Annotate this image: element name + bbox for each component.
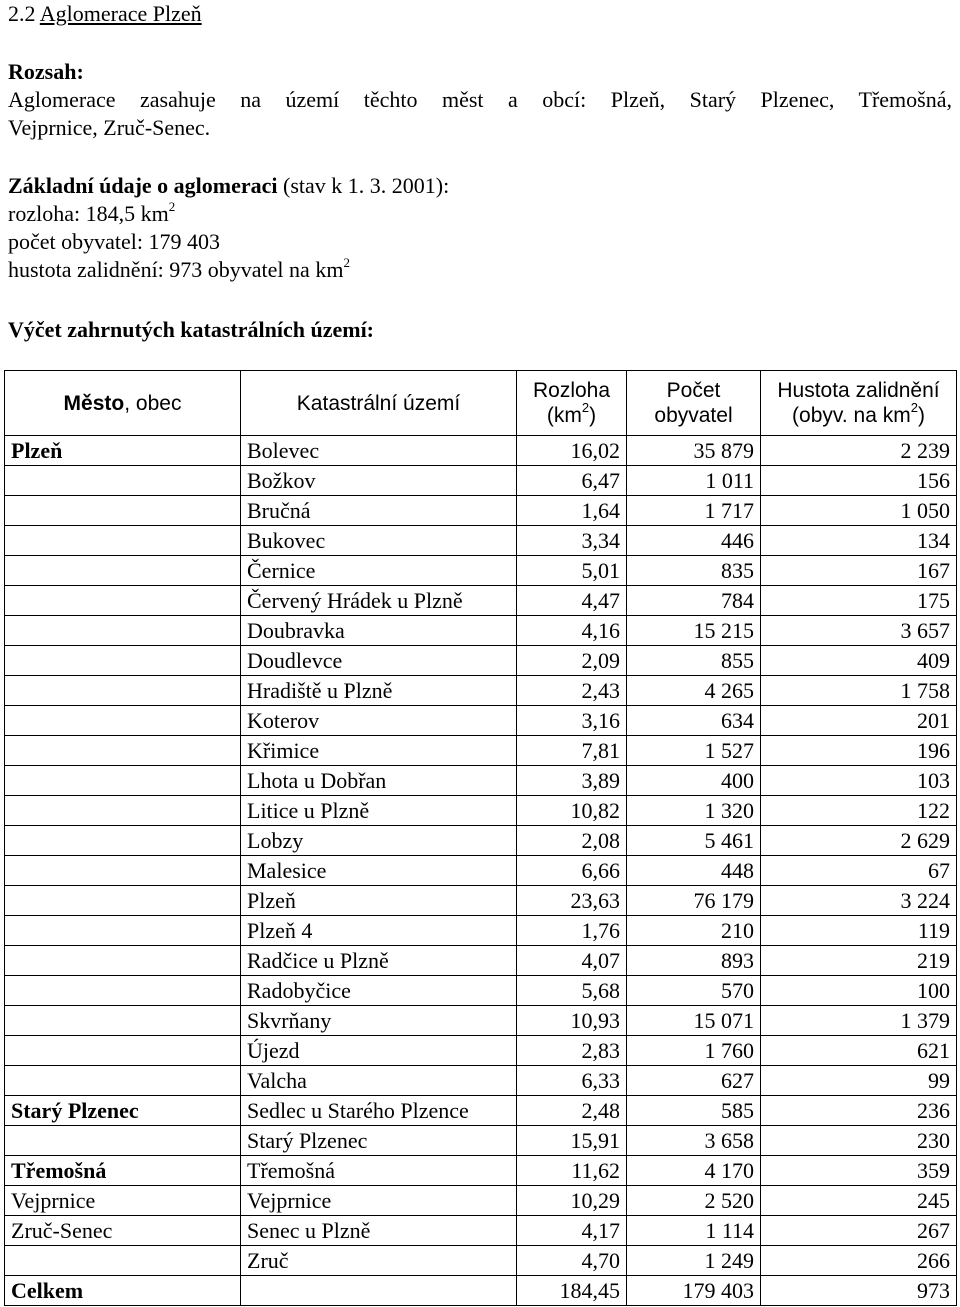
row-city bbox=[5, 676, 241, 706]
row-city bbox=[5, 886, 241, 916]
row-density: 196 bbox=[761, 736, 957, 766]
population-line: počet obyvatel: 179 403 bbox=[8, 229, 221, 254]
row-area: 4,16 bbox=[517, 616, 627, 646]
header-density-line1: Hustota zalidnění bbox=[777, 379, 940, 402]
row-population: 1 527 bbox=[627, 736, 761, 766]
row-cadastre: Lobzy bbox=[241, 826, 517, 856]
row-cadastre: Bukovec bbox=[241, 526, 517, 556]
row-city bbox=[5, 526, 241, 556]
row-city bbox=[5, 1036, 241, 1066]
header-density-line2: (obyv. na $km^2$) bbox=[792, 400, 925, 427]
row-city: Třemošná bbox=[5, 1156, 241, 1186]
row-cadastre: Starý Plzenec bbox=[241, 1126, 517, 1156]
table-row bbox=[5, 1126, 957, 1156]
table-row bbox=[5, 556, 957, 586]
row-population: 2 520 bbox=[627, 1186, 761, 1216]
row-population: 1 320 bbox=[627, 796, 761, 826]
row-density: 99 bbox=[761, 1066, 957, 1096]
row-cadastre: Koterov bbox=[241, 706, 517, 736]
total-density: 973 bbox=[761, 1276, 957, 1306]
row-city bbox=[5, 466, 241, 496]
header-city-bold: Město bbox=[63, 391, 125, 415]
row-area: 2,43 bbox=[517, 676, 627, 706]
table-header-row bbox=[5, 371, 957, 436]
row-population: 76 179 bbox=[627, 886, 761, 916]
row-population: 585 bbox=[627, 1096, 761, 1126]
row-population: 784 bbox=[627, 586, 761, 616]
row-cadastre: Skvrňany bbox=[241, 1006, 517, 1036]
row-population: 4 170 bbox=[627, 1156, 761, 1186]
table-row bbox=[5, 1066, 957, 1096]
row-population: 3 658 bbox=[627, 1126, 761, 1156]
row-density: 100 bbox=[761, 976, 957, 1006]
row-density: 219 bbox=[761, 946, 957, 976]
row-cadastre: Zruč bbox=[241, 1246, 517, 1276]
row-density: 167 bbox=[761, 556, 957, 586]
row-cadastre: Černice bbox=[241, 556, 517, 586]
row-area: 3,16 bbox=[517, 706, 627, 736]
table-row bbox=[5, 436, 957, 466]
row-cadastre: Hradiště u Plzně bbox=[241, 676, 517, 706]
row-density: 267 bbox=[761, 1216, 957, 1246]
row-density: 621 bbox=[761, 1036, 957, 1066]
row-cadastre: Doubravka bbox=[241, 616, 517, 646]
row-density: 3 657 bbox=[761, 616, 957, 646]
header-area bbox=[517, 371, 627, 436]
table-row bbox=[5, 1036, 957, 1066]
row-cadastre: Litice u Plzně bbox=[241, 796, 517, 826]
table-row bbox=[5, 856, 957, 886]
row-area: 6,66 bbox=[517, 856, 627, 886]
row-density: 230 bbox=[761, 1126, 957, 1156]
header-population-line1: Počet bbox=[666, 379, 721, 402]
row-cadastre: Radčice u Plzně bbox=[241, 946, 517, 976]
row-population: 4 265 bbox=[627, 676, 761, 706]
table-row bbox=[5, 646, 957, 676]
row-cadastre: Lhota u Dobřan bbox=[241, 766, 517, 796]
row-density: 103 bbox=[761, 766, 957, 796]
row-area: 1,64 bbox=[517, 496, 627, 526]
table-row bbox=[5, 676, 957, 706]
row-cadastre: Červený Hrádek u Plzně bbox=[241, 586, 517, 616]
scope-label: Rozsah: bbox=[8, 59, 84, 84]
row-cadastre: Újezd bbox=[241, 1036, 517, 1066]
row-area: 7,81 bbox=[517, 736, 627, 766]
row-population: 1 760 bbox=[627, 1036, 761, 1066]
row-population: 5 461 bbox=[627, 826, 761, 856]
section-title: Aglomerace Plzeň bbox=[39, 1, 202, 26]
header-population bbox=[627, 371, 761, 436]
area-unit-exponent: 2 bbox=[168, 198, 176, 214]
table-row bbox=[5, 946, 957, 976]
row-density: 175 bbox=[761, 586, 957, 616]
header-city-rest: , obec bbox=[124, 391, 182, 415]
row-density: 409 bbox=[761, 646, 957, 676]
row-density: 2 629 bbox=[761, 826, 957, 856]
row-cadastre: Vejprnice bbox=[241, 1186, 517, 1216]
basic-data-date: (stav k 1. 3. 2001): bbox=[277, 173, 450, 198]
row-density: 266 bbox=[761, 1246, 957, 1276]
row-city bbox=[5, 616, 241, 646]
row-area: 23,63 bbox=[517, 886, 627, 916]
row-area: 1,76 bbox=[517, 916, 627, 946]
row-area: 11,62 bbox=[517, 1156, 627, 1186]
table-row bbox=[5, 706, 957, 736]
total-empty-cell bbox=[241, 1276, 517, 1306]
section-number: 2.2 bbox=[8, 1, 36, 26]
row-population: 835 bbox=[627, 556, 761, 586]
row-population: 627 bbox=[627, 1066, 761, 1096]
row-city bbox=[5, 556, 241, 586]
table-row bbox=[5, 886, 957, 916]
row-population: 570 bbox=[627, 976, 761, 1006]
row-area: 3,34 bbox=[517, 526, 627, 556]
row-city bbox=[5, 946, 241, 976]
table-row bbox=[5, 736, 957, 766]
section-heading bbox=[8, 0, 202, 28]
row-population: 15 071 bbox=[627, 1006, 761, 1036]
row-area: 2,08 bbox=[517, 826, 627, 856]
row-population: 400 bbox=[627, 766, 761, 796]
row-cadastre: Plzeň bbox=[241, 886, 517, 916]
row-area: 5,68 bbox=[517, 976, 627, 1006]
row-city bbox=[5, 736, 241, 766]
row-density: 245 bbox=[761, 1186, 957, 1216]
row-city bbox=[5, 856, 241, 886]
table-row bbox=[5, 466, 957, 496]
row-density: 2 239 bbox=[761, 436, 957, 466]
header-area-line1: Rozloha bbox=[532, 379, 611, 402]
row-area: 15,91 bbox=[517, 1126, 627, 1156]
cadastre-table bbox=[4, 370, 957, 1306]
row-population: 855 bbox=[627, 646, 761, 676]
row-population: 448 bbox=[627, 856, 761, 886]
table-row bbox=[5, 766, 957, 796]
row-area: 6,47 bbox=[517, 466, 627, 496]
table-row bbox=[5, 586, 957, 616]
density-unit-exponent: 2 bbox=[343, 254, 350, 270]
table-row bbox=[5, 1246, 957, 1276]
row-density: 156 bbox=[761, 466, 957, 496]
header-density bbox=[761, 371, 957, 436]
row-population: 634 bbox=[627, 706, 761, 736]
row-area: 5,01 bbox=[517, 556, 627, 586]
row-population: 1 249 bbox=[627, 1246, 761, 1276]
row-city bbox=[5, 1066, 241, 1096]
row-cadastre: Křimice bbox=[241, 736, 517, 766]
scope-text: Aglomerace zasahuje na území těchto měst a obcí: Plzeň, Starý Plzenec, Třemošná, bbox=[8, 87, 952, 112]
header-area-line2: $(km^2)$ bbox=[546, 400, 597, 427]
row-population: 35 879 bbox=[627, 436, 761, 466]
total-population: 179 403 bbox=[627, 1276, 761, 1306]
table-total-row bbox=[5, 1276, 957, 1306]
row-density: 67 bbox=[761, 856, 957, 886]
row-cadastre: Bručná bbox=[241, 496, 517, 526]
row-city bbox=[5, 1246, 241, 1276]
basic-data-heading bbox=[8, 172, 449, 200]
row-density: 236 bbox=[761, 1096, 957, 1126]
row-density: 359 bbox=[761, 1156, 957, 1186]
total-label: Celkem bbox=[5, 1276, 241, 1306]
row-cadastre: Radobyčice bbox=[241, 976, 517, 1006]
row-city bbox=[5, 586, 241, 616]
row-density: 201 bbox=[761, 706, 957, 736]
row-cadastre: Valcha bbox=[241, 1066, 517, 1096]
table-row bbox=[5, 496, 957, 526]
row-city bbox=[5, 496, 241, 526]
row-area: 10,29 bbox=[517, 1186, 627, 1216]
row-cadastre: Plzeň 4 bbox=[241, 916, 517, 946]
row-area: 4,07 bbox=[517, 946, 627, 976]
table-row bbox=[5, 1096, 957, 1126]
table-row bbox=[5, 796, 957, 826]
row-city: Plzeň bbox=[5, 436, 241, 466]
row-density: 1 050 bbox=[761, 496, 957, 526]
row-city bbox=[5, 706, 241, 736]
row-population: 1 717 bbox=[627, 496, 761, 526]
row-area: 2,09 bbox=[517, 646, 627, 676]
header-cadastre: Katastrální území bbox=[241, 371, 517, 436]
row-population: 446 bbox=[627, 526, 761, 556]
header-population-line2: obyvatel bbox=[654, 404, 733, 427]
row-area: 16,02 bbox=[517, 436, 627, 466]
table-row bbox=[5, 1216, 957, 1246]
row-city bbox=[5, 1006, 241, 1036]
table-row bbox=[5, 1156, 957, 1186]
row-population: 15 215 bbox=[627, 616, 761, 646]
row-city bbox=[5, 766, 241, 796]
row-area: 2,83 bbox=[517, 1036, 627, 1066]
basic-data-label: Základní údaje o aglomeraci bbox=[8, 173, 278, 198]
table-row bbox=[5, 1186, 957, 1216]
row-city bbox=[5, 1126, 241, 1156]
row-city: Starý Plzenec bbox=[5, 1096, 241, 1126]
row-cadastre: Sedlec u Starého Plzence bbox=[241, 1096, 517, 1126]
table-row bbox=[5, 916, 957, 946]
row-density: 134 bbox=[761, 526, 957, 556]
row-cadastre: Malesice bbox=[241, 856, 517, 886]
row-area: 4,70 bbox=[517, 1246, 627, 1276]
row-population: 210 bbox=[627, 916, 761, 946]
row-density: 122 bbox=[761, 796, 957, 826]
header-city bbox=[5, 371, 241, 436]
row-city: Zruč-Senec bbox=[5, 1216, 241, 1246]
row-city bbox=[5, 976, 241, 1006]
row-cadastre: Doudlevce bbox=[241, 646, 517, 676]
row-density: 3 224 bbox=[761, 886, 957, 916]
row-area: 6,33 bbox=[517, 1066, 627, 1096]
density-line bbox=[8, 256, 350, 284]
row-area: 3,89 bbox=[517, 766, 627, 796]
row-density: 1 379 bbox=[761, 1006, 957, 1036]
scope-text-continued: Vejprnice, Zruč-Senec. bbox=[8, 115, 211, 140]
row-population: 1 114 bbox=[627, 1216, 761, 1246]
table-row bbox=[5, 976, 957, 1006]
row-city bbox=[5, 826, 241, 856]
row-city bbox=[5, 796, 241, 826]
row-cadastre: Božkov bbox=[241, 466, 517, 496]
row-area: 2,48 bbox=[517, 1096, 627, 1126]
row-population: 1 011 bbox=[627, 466, 761, 496]
row-area: 4,47 bbox=[517, 586, 627, 616]
row-density: 119 bbox=[761, 916, 957, 946]
row-cadastre: Bolevec bbox=[241, 436, 517, 466]
row-population: 893 bbox=[627, 946, 761, 976]
row-cadastre: Senec u Plzně bbox=[241, 1216, 517, 1246]
area-line bbox=[8, 200, 175, 228]
row-city bbox=[5, 916, 241, 946]
table-row bbox=[5, 826, 957, 856]
row-area: 10,93 bbox=[517, 1006, 627, 1036]
table-body bbox=[5, 436, 957, 1276]
table-row bbox=[5, 616, 957, 646]
row-city bbox=[5, 646, 241, 676]
area-value: rozloha: 184,5 km bbox=[8, 201, 169, 226]
row-area: 10,82 bbox=[517, 796, 627, 826]
table-row bbox=[5, 1006, 957, 1036]
density-value: hustota zalidnění: 973 obyvatel na km bbox=[8, 257, 344, 282]
cadastre-list-title: Výčet zahrnutých katastrálních území: bbox=[8, 317, 375, 342]
total-area: 184,45 bbox=[517, 1276, 627, 1306]
row-cadastre: Třemošná bbox=[241, 1156, 517, 1186]
row-city: Vejprnice bbox=[5, 1186, 241, 1216]
table-row bbox=[5, 526, 957, 556]
row-density: 1 758 bbox=[761, 676, 957, 706]
row-area: 4,17 bbox=[517, 1216, 627, 1246]
